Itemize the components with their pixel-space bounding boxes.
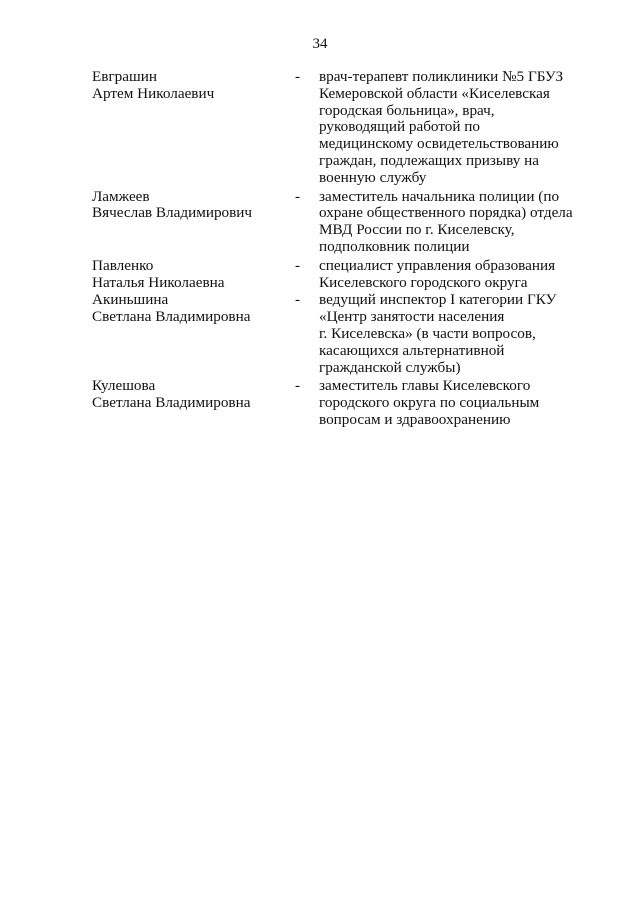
- member-given-names: Наталья Николаевна: [92, 273, 225, 291]
- member-name: [92, 189, 294, 256]
- role-line: ведущий инспектор I категории ГКУ: [319, 291, 557, 309]
- member-surname: Акиньшина: [92, 291, 169, 309]
- member-given-names: Артем Николаевич: [92, 84, 215, 102]
- role-line: военную службу: [319, 168, 427, 186]
- dash-separator: -: [295, 187, 301, 205]
- role-line: охране общественного порядка) отдела: [319, 204, 573, 222]
- member-given-names: Светлана Владимировна: [92, 394, 251, 412]
- role-line: касающихся альтернативной: [319, 341, 505, 359]
- member-entry-1: [92, 69, 592, 187]
- role-line: городская больница», врач,: [319, 101, 495, 119]
- member-entry-5: [92, 378, 592, 428]
- page-number: 34: [312, 36, 328, 52]
- role-line: Киселевского городского округа: [319, 273, 528, 291]
- role-line: медицинскому освидетельствованию: [319, 135, 559, 153]
- dash-separator: -: [295, 291, 301, 309]
- member-role: [319, 189, 587, 256]
- member-role: [319, 258, 587, 292]
- member-given-names: Вячеслав Владимирович: [92, 204, 253, 222]
- role-line: специалист управления образования: [319, 256, 556, 274]
- dash-separator: -: [295, 68, 301, 85]
- role-line: подполковник полиции: [319, 237, 470, 255]
- role-line: заместитель главы Киселевского: [319, 377, 531, 395]
- dash-separator: -: [295, 377, 301, 395]
- member-entry-2: [92, 189, 592, 256]
- member-role: [319, 378, 587, 428]
- role-line: городского округа по социальным: [319, 394, 540, 412]
- role-line: гражданской службы): [319, 358, 461, 376]
- member-name: [92, 258, 294, 292]
- role-line: МВД России по г. Киселевску,: [319, 221, 515, 239]
- member-surname: Ламжеев: [92, 187, 150, 205]
- member-surname: Кулешова: [92, 377, 156, 395]
- member-name: [92, 292, 294, 376]
- role-line: г. Киселевска» (в части вопросов,: [319, 324, 536, 342]
- role-line: вопросам и здравоохранению: [319, 410, 511, 428]
- member-surname: Павленко: [92, 256, 154, 274]
- member-role: [319, 69, 587, 187]
- role-line: граждан, подлежащих призыву на: [319, 151, 539, 169]
- member-name: [92, 69, 294, 187]
- member-given-names: Светлана Владимировна: [92, 308, 251, 326]
- role-line: врач-терапевт поликлиники №5 ГБУЗ: [319, 68, 564, 85]
- member-surname: Евграшин: [92, 68, 157, 85]
- role-line: «Центр занятости населения: [319, 308, 505, 326]
- member-entry-4: [92, 292, 592, 376]
- member-name: [92, 378, 294, 428]
- role-line: заместитель начальника полиции (по: [319, 187, 560, 205]
- member-role: [319, 292, 587, 376]
- dash-separator: -: [295, 256, 301, 274]
- role-line: Кемеровской области «Киселевская: [319, 84, 550, 102]
- role-line: руководящий работой по: [319, 118, 481, 136]
- member-list: [92, 69, 592, 429]
- member-entry-3: [92, 258, 592, 292]
